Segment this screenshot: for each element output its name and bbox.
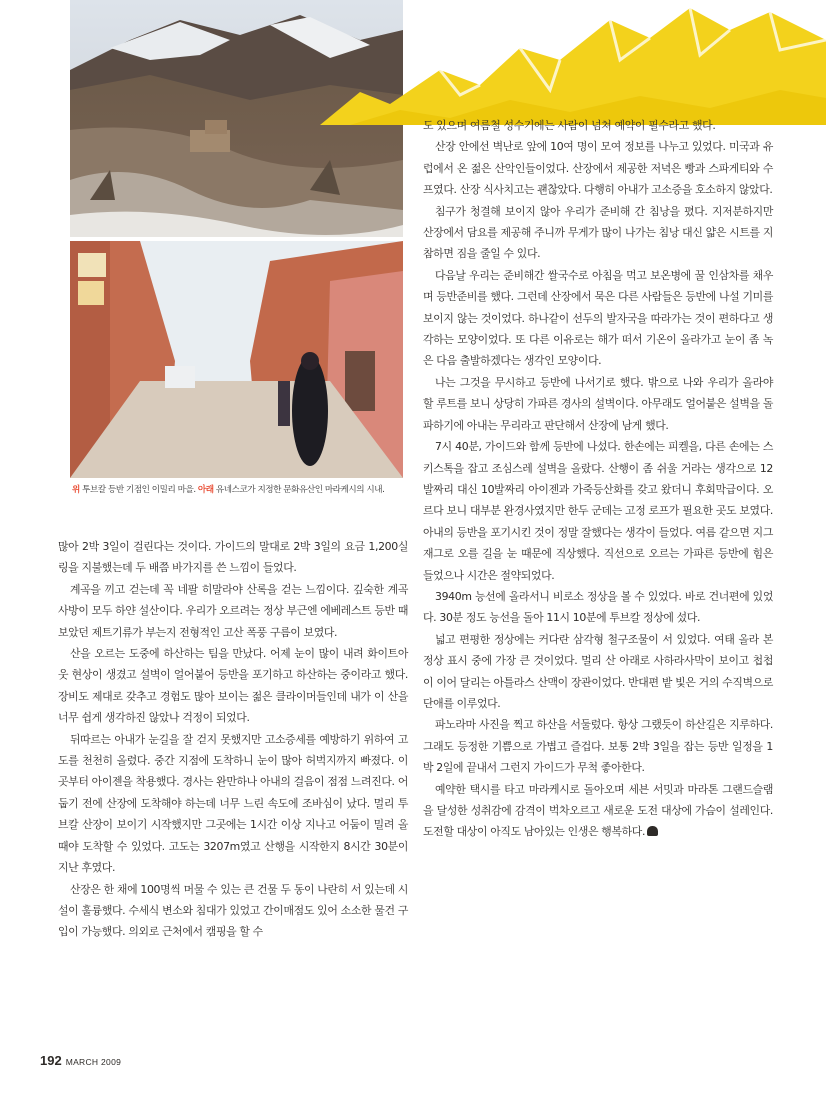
photo-bottom-marrakech-street [70, 241, 403, 478]
paragraph: 나는 그것을 무시하고 등반에 나서기로 했다. 밖으로 나와 우리가 올라야 할 루트를 보니 상당히 가파른 경사의 설벽이다. 아무래도 얼어붙은 설벽을 돌파하기에 아내는 무리라고 판단해서 산장에 남게 했다. [423, 375, 773, 432]
end-of-article-icon [647, 826, 658, 836]
paragraph-final [423, 779, 773, 843]
paragraph: 산을 오르는 도중에 하산하는 팀을 만났다. 어제 눈이 많이 내려 화이트아웃 현상이 생겼고 설벽이 얼어붙어 등반을 포기하고 하산하는 중이라고 했다. 장비도 제대로 갖추고 경험도 많아 보이는 젊은 클라이머들인데 내가 이 산을 너무 쉽게 생각하진 않았나 걱정이 되었다. [58, 647, 408, 725]
caption-down-text: 유네스코가 지정한 문화유산인 마라케시의 시내. [213, 485, 385, 495]
paragraph: 도 있으며 여름철 성수기에는 사람이 넘쳐 예약이 필수라고 했다. [423, 119, 716, 132]
page-number: 192 [40, 1053, 62, 1068]
paragraph: 산장 안에선 벽난로 앞에 10여 명이 모여 정보를 나누고 있었다. 미국과 유럽에서 온 젊은 산악인들이었다. 산장에서 제공한 저녁은 빵과 스파게티와 수프였다. 산장 식사치고는 괜찮았다. 다행히 아내가 고소증을 호소하지 않았다. [423, 140, 773, 197]
page-footer [40, 1053, 121, 1068]
body-column-right [423, 115, 773, 843]
paragraph: 파노라마 사진을 찍고 하산을 서둘렀다. 항상 그랬듯이 하산길은 지루하다. 그래도 등정한 기쁨으로 가볍고 즐겁다. 보통 2박 3일을 잡는 등반 일정을 1박 2일에 끝내서 그런지 가이드가 무척 좋아한다. [423, 718, 773, 775]
caption-up-tag: 위 [72, 485, 80, 495]
paragraph: 뒤따르는 아내가 눈길을 잘 걷지 못했지만 고소증세를 예방하기 위하여 고도를 천천히 올렸다. 중간 지점에 도착하니 눈이 많아 허벅지까지 빠졌다. 이곳부터 아이젠을 착용했다. 경사는 완만하나 아내의 걸음이 점점 느려진다. 어둡기 전에 산장에 도착해야 하는데 너무 느린 속도에 조바심이 났다. 멀리 투브칼 산장이 보이기 시작했지만 그곳에는 1시간 이상 지나고 어둠이 밀려 올 때야 도착할 수 있었다. 고도는 3207m였고 산행을 시작한지 8시간 30분이 지난 후였다. [58, 732, 408, 875]
issue-date: MARCH 2009 [65, 1057, 122, 1067]
mountain-ridge-banner [320, 0, 826, 125]
final-paragraph-text: 예약한 택시를 타고 마라케시로 돌아오며 세븐 서밋과 마라톤 그랜드슬램을 달성한 성취감에 감격이 벅차오르고 새로운 도전 대상에 가슴이 설레인다. 도전할 대상이 아직도 남아있는 인생은 행복하다. [423, 782, 773, 839]
paragraph: 3940m 능선에 올라서니 비로소 정상을 볼 수 있었다. 바로 건너편에 있었다. 30분 정도 능선을 돌아 11시 10분에 투브칼 정상에 섰다. [423, 589, 773, 625]
paragraph: 7시 40분, 가이드와 함께 등반에 나섰다. 한손에는 피켈을, 다른 손에는 스키스톡을 잡고 조심스레 설벽을 올랐다. 산행이 좀 쉬울 거라는 생각으로 12발짜리 대신 10발짜리 아이젠과 가죽등산화를 갖고 왔더니 후회막급이다. 오르다 보니 대부분 완경사였지만 한두 군데는 고정 로프가 필요한 곳도 보였다. 아내의 등반을 포기시킨 것이 정말 잘했다는 생각이 들었다. 여름 같으면 지그재그로 오를 길을 눈 때문에 직상했다. 직선으로 오르는 가파른 등반에 힘은 들었으나 시간은 절약되었다. [423, 440, 773, 582]
caption-down-tag: 아래 [197, 485, 214, 495]
paragraph: 넓고 편평한 정상에는 커다란 삼각형 철구조물이 서 있었다. 여태 올라 본 정상 표시 중에 가장 큰 것이었다. 멀리 산 아래로 사하라사막이 보이고 첩첩이 이어 달리는 아틀라스 산맥이 장관이었다. 반대편 밭 빛은 거의 수직벽으로 단애를 이루었다. [423, 632, 773, 710]
paragraph: 다음날 우리는 준비해간 쌀국수로 아침을 먹고 보온병에 꿀 인삼차를 채우며 등반준비를 했다. 그런데 산장에서 묵은 다른 사람들은 등반에 나설 기미를 보이지 않는 것이었다. 하나같이 선두의 발자국을 따라가는 것이 편하다고 생각하는 모양이었다. 또 다른 이유로는 해가 떠서 기온이 올라가고 눈이 좀 녹은 다음 출발하겠다는 생각인 모양이다. [423, 268, 773, 368]
caption-up-text: 투브칼 등반 기점인 이밀리 마을. [79, 485, 198, 495]
body-column-left [58, 536, 408, 943]
paragraph: 산장은 한 채에 100명씩 머물 수 있는 큰 건물 두 동이 나란히 서 있는데 시설이 훌륭했다. 수세식 변소와 침대가 있었고 간이매점도 있어 소소한 물건 구입이 가능했다. 의외로 근처에서 캠핑을 할 수 [58, 882, 408, 939]
paragraph: 계곡을 끼고 걷는데 꼭 네팔 히말라야 산록을 걷는 느낌이다. 깊숙한 계곡 사방이 모두 하얀 설산이다. 우리가 오르려는 정상 부근엔 에베레스트 등반 때 보았던 제트기류가 부는지 전형적인 고산 폭풍 구름이 보였다. [58, 582, 408, 639]
photo-caption [72, 483, 402, 495]
paragraph: 침구가 청결해 보이지 않아 우리가 준비해 간 침낭을 폈다. 지저분하지만 산장에서 담요를 제공해 주니까 무게가 많이 나가는 침낭 대신 얇은 시트를 지참하면 짐을 줄일 수 있다. [423, 204, 773, 261]
paragraph: 많아 2박 3일이 걸린다는 것이다. 가이드의 말대로 2박 3일의 요금 1,200실링을 지불했는데 두 배쯤 바가지를 쓴 느낌이 들었다. [58, 540, 408, 575]
